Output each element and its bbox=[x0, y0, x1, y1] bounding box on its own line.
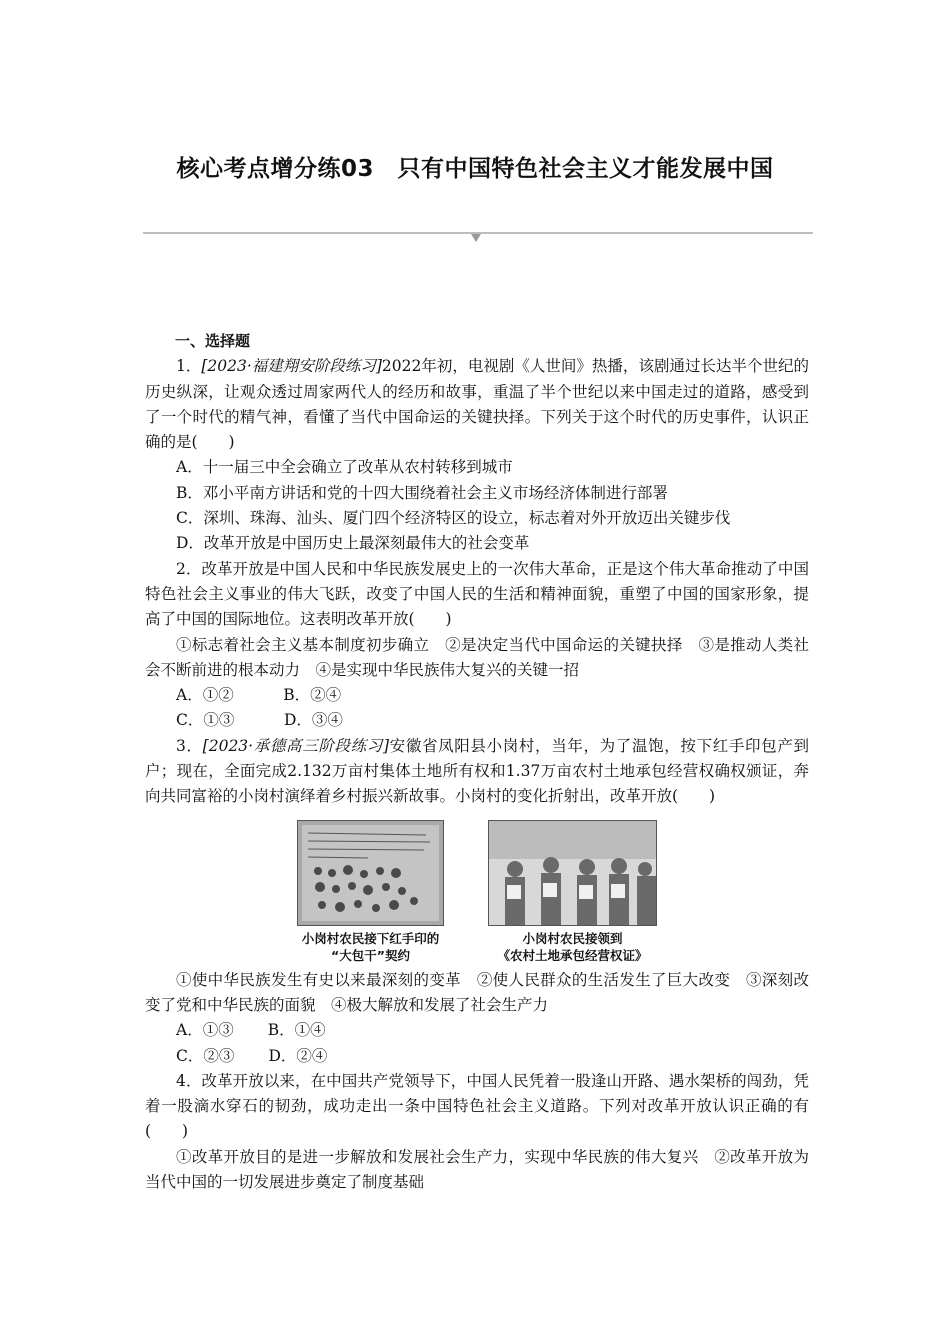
question-number: 1． bbox=[176, 357, 202, 376]
villagers-photo-icon bbox=[489, 821, 656, 925]
question-source: [2023·福建翔安阶段练习] bbox=[201, 357, 382, 376]
question-number: 4． bbox=[176, 1071, 202, 1090]
option-c: C．深圳、珠海、汕头、厦门四个经济特区的设立，标志着对外开放迈出关键步伐 bbox=[176, 509, 731, 528]
option-b: B．②④ bbox=[283, 686, 342, 705]
contract-photo bbox=[297, 820, 444, 926]
question-text: 改革开放以来，在中国共产党领导下，中国人民凭着一股逢山开路、遇水架桥的闯劲，凭着一股滴水穿石的韧劲，成功走出一条中国特色社会主义道路。下列对改革开放认识正确的有( ) bbox=[145, 1071, 809, 1141]
question-1-stem bbox=[145, 354, 809, 455]
options-row bbox=[145, 708, 809, 733]
document-body bbox=[145, 329, 809, 1195]
question-4-stem bbox=[145, 1069, 809, 1145]
question-3-images bbox=[145, 820, 809, 964]
question-text: 2022年初，电视剧《人世间》热播，该剧通过长达半个世纪的历史纵深，让观众透过周家两代人的经历和故事，重温了半个世纪以来中国走过的道路，感受到了一个时代的精气神，看懂了当代中国命运的关键抉择。下列关于这个时代的历史事件，认识正确的是( ) bbox=[145, 357, 809, 452]
option-b: B．①④ bbox=[267, 1021, 326, 1040]
option-a: A．十一届三中全会确立了改革从农村转移到城市 bbox=[176, 458, 513, 477]
question-text: 安徽省凤阳县小岗村，当年，为了温饱，按下红手印包产到户；现在，全面完成2.132万亩村集体土地所有权和1.37万亩农村土地承包经营权确权颁证，奔向共同富裕的小岗村演绎着乡村振兴新故事。小岗村的变化折射出，改革开放( ) bbox=[145, 736, 809, 806]
option-b: B．邓小平南方讲话和党的十四大围绕着社会主义市场经济体制进行部署 bbox=[176, 483, 668, 502]
option-d: D．改革开放是中国历史上最深刻最伟大的社会变革 bbox=[176, 534, 530, 553]
question-source: [2023·承德高三阶段练习] bbox=[202, 736, 390, 755]
question-number: 2． bbox=[176, 559, 202, 578]
image-caption: 小岗村农民接领到 《农村土地承包经营权证》 bbox=[497, 930, 648, 963]
contract-document-icon bbox=[298, 821, 443, 925]
triangle-marker-icon bbox=[471, 234, 481, 242]
certificate-photo bbox=[488, 820, 657, 926]
option-c: C．①③ bbox=[176, 711, 235, 730]
question-2-statements: ①标志着社会主义基本制度初步确立 ②是决定当代中国命运的关键抉择 ③是推动人类社会不断前进的根本动力 ④是实现中华民族伟大复兴的关键一招 bbox=[145, 635, 809, 679]
option-a: A．①② bbox=[176, 686, 234, 705]
options-row bbox=[145, 683, 809, 708]
question-text: 改革开放是中国人民和中华民族发展史上的一次伟大革命，正是这个伟大革命推动了中国特色社会主义事业的伟大飞跃，改变了中国人民的生活和精神面貌，重塑了中国的国家形象，提高了中国的国际地位。这表明改革开放( ) bbox=[145, 559, 809, 629]
page-title: 核心考点增分练03 只有中国特色社会主义才能发展中国 bbox=[176, 156, 774, 182]
option-d: D．③④ bbox=[283, 711, 343, 730]
question-2-stem bbox=[145, 557, 809, 633]
options-row bbox=[145, 1044, 809, 1069]
section-heading: 一、选择题 bbox=[175, 332, 251, 350]
option-a: A．①③ bbox=[176, 1021, 234, 1040]
question-number: 3． bbox=[176, 736, 203, 755]
contract-photo-figure bbox=[297, 820, 444, 964]
option-c: C．②③ bbox=[176, 1046, 235, 1065]
certificate-photo-figure bbox=[488, 820, 657, 964]
options-row bbox=[145, 1018, 809, 1043]
question-3-statements: ①使中华民族发生有史以来最深刻的变革 ②使人民群众的生活发生了巨大改变 ③深刻改变了党和中华民族的面貌 ④极大解放和发展了社会生产力 bbox=[145, 970, 809, 1014]
question-4-statements: ①改革开放目的是进一步解放和发展社会生产力，实现中华民族的伟大复兴 ②改革开放为当代中国的一切发展进步奠定了制度基础 bbox=[145, 1147, 809, 1192]
image-caption: 小岗村农民接下红手印的 “大包干”契约 bbox=[301, 930, 440, 963]
question-3-stem bbox=[145, 734, 809, 810]
option-d: D．②④ bbox=[268, 1046, 328, 1065]
